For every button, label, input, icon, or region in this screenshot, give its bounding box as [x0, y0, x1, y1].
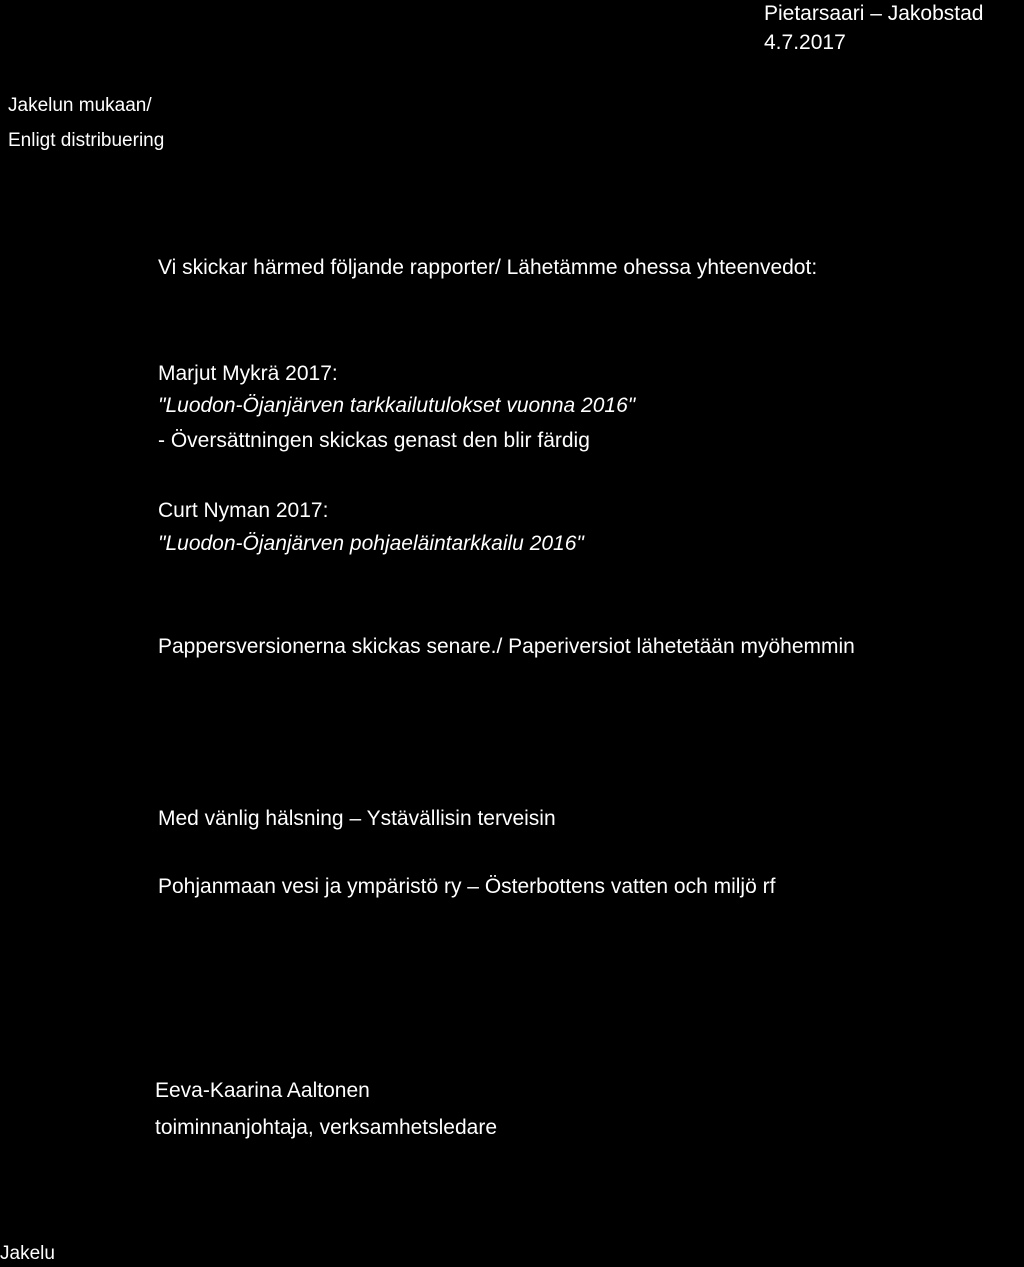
- report-2-title: "Luodon-Öjanjärven pohjaeläintarkkailu 2016": [158, 532, 584, 555]
- report-1-author: Marjut Mykrä 2017:: [158, 362, 338, 385]
- distribution-line-1: Jakelun mukaan/: [8, 95, 152, 116]
- intro-text: Vi skickar härmed följande rapporter/ Lähetämme ohessa yhteenvedot:: [158, 256, 818, 279]
- signature-name: Eeva-Kaarina Aaltonen: [155, 1079, 370, 1102]
- signature-role: toiminnanjohtaja, verksamhetsledare: [155, 1116, 498, 1139]
- place-header: Pietarsaari – Jakobstad: [764, 2, 984, 25]
- report-1-title: "Luodon-Öjanjärven tarkkailutulokset vuonna 2016": [158, 394, 636, 417]
- report-2-author: Curt Nyman 2017:: [158, 499, 329, 522]
- letter-date: 4.7.2017: [764, 31, 846, 54]
- paper-version-note: Pappersversionerna skickas senare./ Paperiversiot lähetetään myöhemmin: [158, 635, 855, 658]
- distribution-line-2: Enligt distribuering: [8, 130, 165, 151]
- footer-label: Jakelu: [0, 1243, 55, 1264]
- organization-name: Pohjanmaan vesi ja ympäristö ry – Österbottens vatten och miljö rf: [158, 875, 776, 898]
- greeting: Med vänlig hälsning – Ystävällisin terveisin: [158, 807, 556, 830]
- report-1-note: - Översättningen skickas genast den blir färdig: [158, 429, 590, 452]
